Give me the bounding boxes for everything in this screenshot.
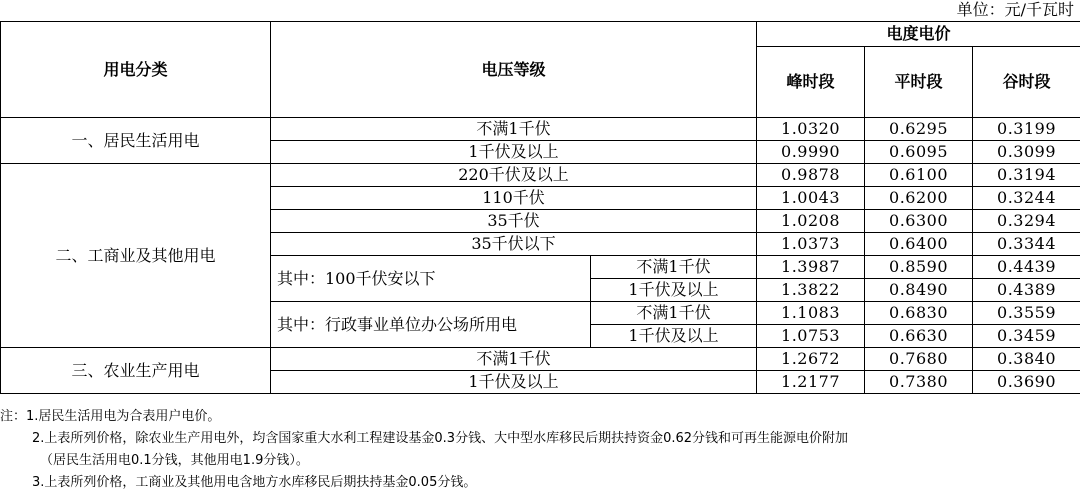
voltage-cell: 110千伏 bbox=[271, 187, 757, 210]
flat-price: 0.6095 bbox=[865, 141, 973, 164]
subcategory-small-capacity: 其中：100千伏安以下 bbox=[271, 256, 591, 302]
header-category: 用电分类 bbox=[1, 22, 271, 118]
valley-price: 0.4439 bbox=[973, 256, 1080, 279]
voltage-cell: 不满1千伏 bbox=[591, 256, 757, 279]
header-valley: 谷时段 bbox=[973, 47, 1080, 118]
flat-price: 0.8590 bbox=[865, 256, 973, 279]
peak-price: 0.9990 bbox=[757, 141, 865, 164]
peak-price: 1.2177 bbox=[757, 371, 865, 394]
peak-price: 1.1083 bbox=[757, 302, 865, 325]
flat-price: 0.6300 bbox=[865, 210, 973, 233]
flat-price: 0.6200 bbox=[865, 187, 973, 210]
peak-price: 1.0208 bbox=[757, 210, 865, 233]
table-notes bbox=[0, 406, 1080, 494]
note-3: 3.上表所列价格，工商业及其他用电含地方水库移民后期扶持基金0.05分钱。 bbox=[0, 472, 1080, 494]
voltage-cell: 1千伏及以上 bbox=[591, 325, 757, 348]
note-1: 注：1.居民生活用电为合表用户电价。 bbox=[0, 406, 1080, 428]
peak-price: 1.0043 bbox=[757, 187, 865, 210]
category-commercial: 二、工商业及其他用电 bbox=[1, 164, 271, 348]
price-table bbox=[0, 21, 1080, 394]
table-row bbox=[1, 164, 1080, 187]
flat-price: 0.6830 bbox=[865, 302, 973, 325]
voltage-cell: 220千伏及以上 bbox=[271, 164, 757, 187]
voltage-cell: 1千伏及以上 bbox=[271, 141, 757, 164]
valley-price: 0.3559 bbox=[973, 302, 1080, 325]
valley-price: 0.3344 bbox=[973, 233, 1080, 256]
peak-price: 1.2672 bbox=[757, 348, 865, 371]
valley-price: 0.3690 bbox=[973, 371, 1080, 394]
flat-price: 0.7680 bbox=[865, 348, 973, 371]
header-voltage: 电压等级 bbox=[271, 22, 757, 118]
valley-price: 0.3194 bbox=[973, 164, 1080, 187]
voltage-cell: 不满1千伏 bbox=[271, 348, 757, 371]
unit-label: 单位：元/千瓦时 bbox=[957, 1, 1074, 19]
voltage-cell: 35千伏 bbox=[271, 210, 757, 233]
peak-price: 1.0753 bbox=[757, 325, 865, 348]
note-2: 2.上表所列价格，除农业生产用电外，均含国家重大水利工程建设基金0.3分钱、大中型水库移民后期扶持资金0.62分钱和可再生能源电价附加 bbox=[0, 428, 1080, 450]
peak-price: 1.3987 bbox=[757, 256, 865, 279]
header-peak: 峰时段 bbox=[757, 47, 865, 118]
valley-price: 0.3244 bbox=[973, 187, 1080, 210]
flat-price: 0.6400 bbox=[865, 233, 973, 256]
valley-price: 0.3459 bbox=[973, 325, 1080, 348]
voltage-cell: 不满1千伏 bbox=[591, 302, 757, 325]
peak-price: 0.9878 bbox=[757, 164, 865, 187]
flat-price: 0.8490 bbox=[865, 279, 973, 302]
valley-price: 0.3840 bbox=[973, 348, 1080, 371]
category-residential: 一、居民生活用电 bbox=[1, 118, 271, 164]
voltage-cell: 不满1千伏 bbox=[271, 118, 757, 141]
table-row bbox=[1, 348, 1080, 371]
header-price-group: 电度电价 bbox=[757, 22, 1080, 47]
voltage-cell: 1千伏及以上 bbox=[271, 371, 757, 394]
header-flat: 平时段 bbox=[865, 47, 973, 118]
voltage-cell: 35千伏以下 bbox=[271, 233, 757, 256]
valley-price: 0.3294 bbox=[973, 210, 1080, 233]
peak-price: 1.0320 bbox=[757, 118, 865, 141]
peak-price: 1.3822 bbox=[757, 279, 865, 302]
category-agricultural: 三、农业生产用电 bbox=[1, 348, 271, 394]
voltage-cell: 1千伏及以上 bbox=[591, 279, 757, 302]
flat-price: 0.6630 bbox=[865, 325, 973, 348]
note-2-continued: （居民生活用电0.1分钱，其他用电1.9分钱）。 bbox=[0, 450, 1080, 472]
valley-price: 0.4389 bbox=[973, 279, 1080, 302]
flat-price: 0.6295 bbox=[865, 118, 973, 141]
flat-price: 0.6100 bbox=[865, 164, 973, 187]
valley-price: 0.3199 bbox=[973, 118, 1080, 141]
flat-price: 0.7380 bbox=[865, 371, 973, 394]
table-row bbox=[1, 118, 1080, 141]
valley-price: 0.3099 bbox=[973, 141, 1080, 164]
subcategory-government-office: 其中：行政事业单位办公场所用电 bbox=[271, 302, 591, 348]
peak-price: 1.0373 bbox=[757, 233, 865, 256]
